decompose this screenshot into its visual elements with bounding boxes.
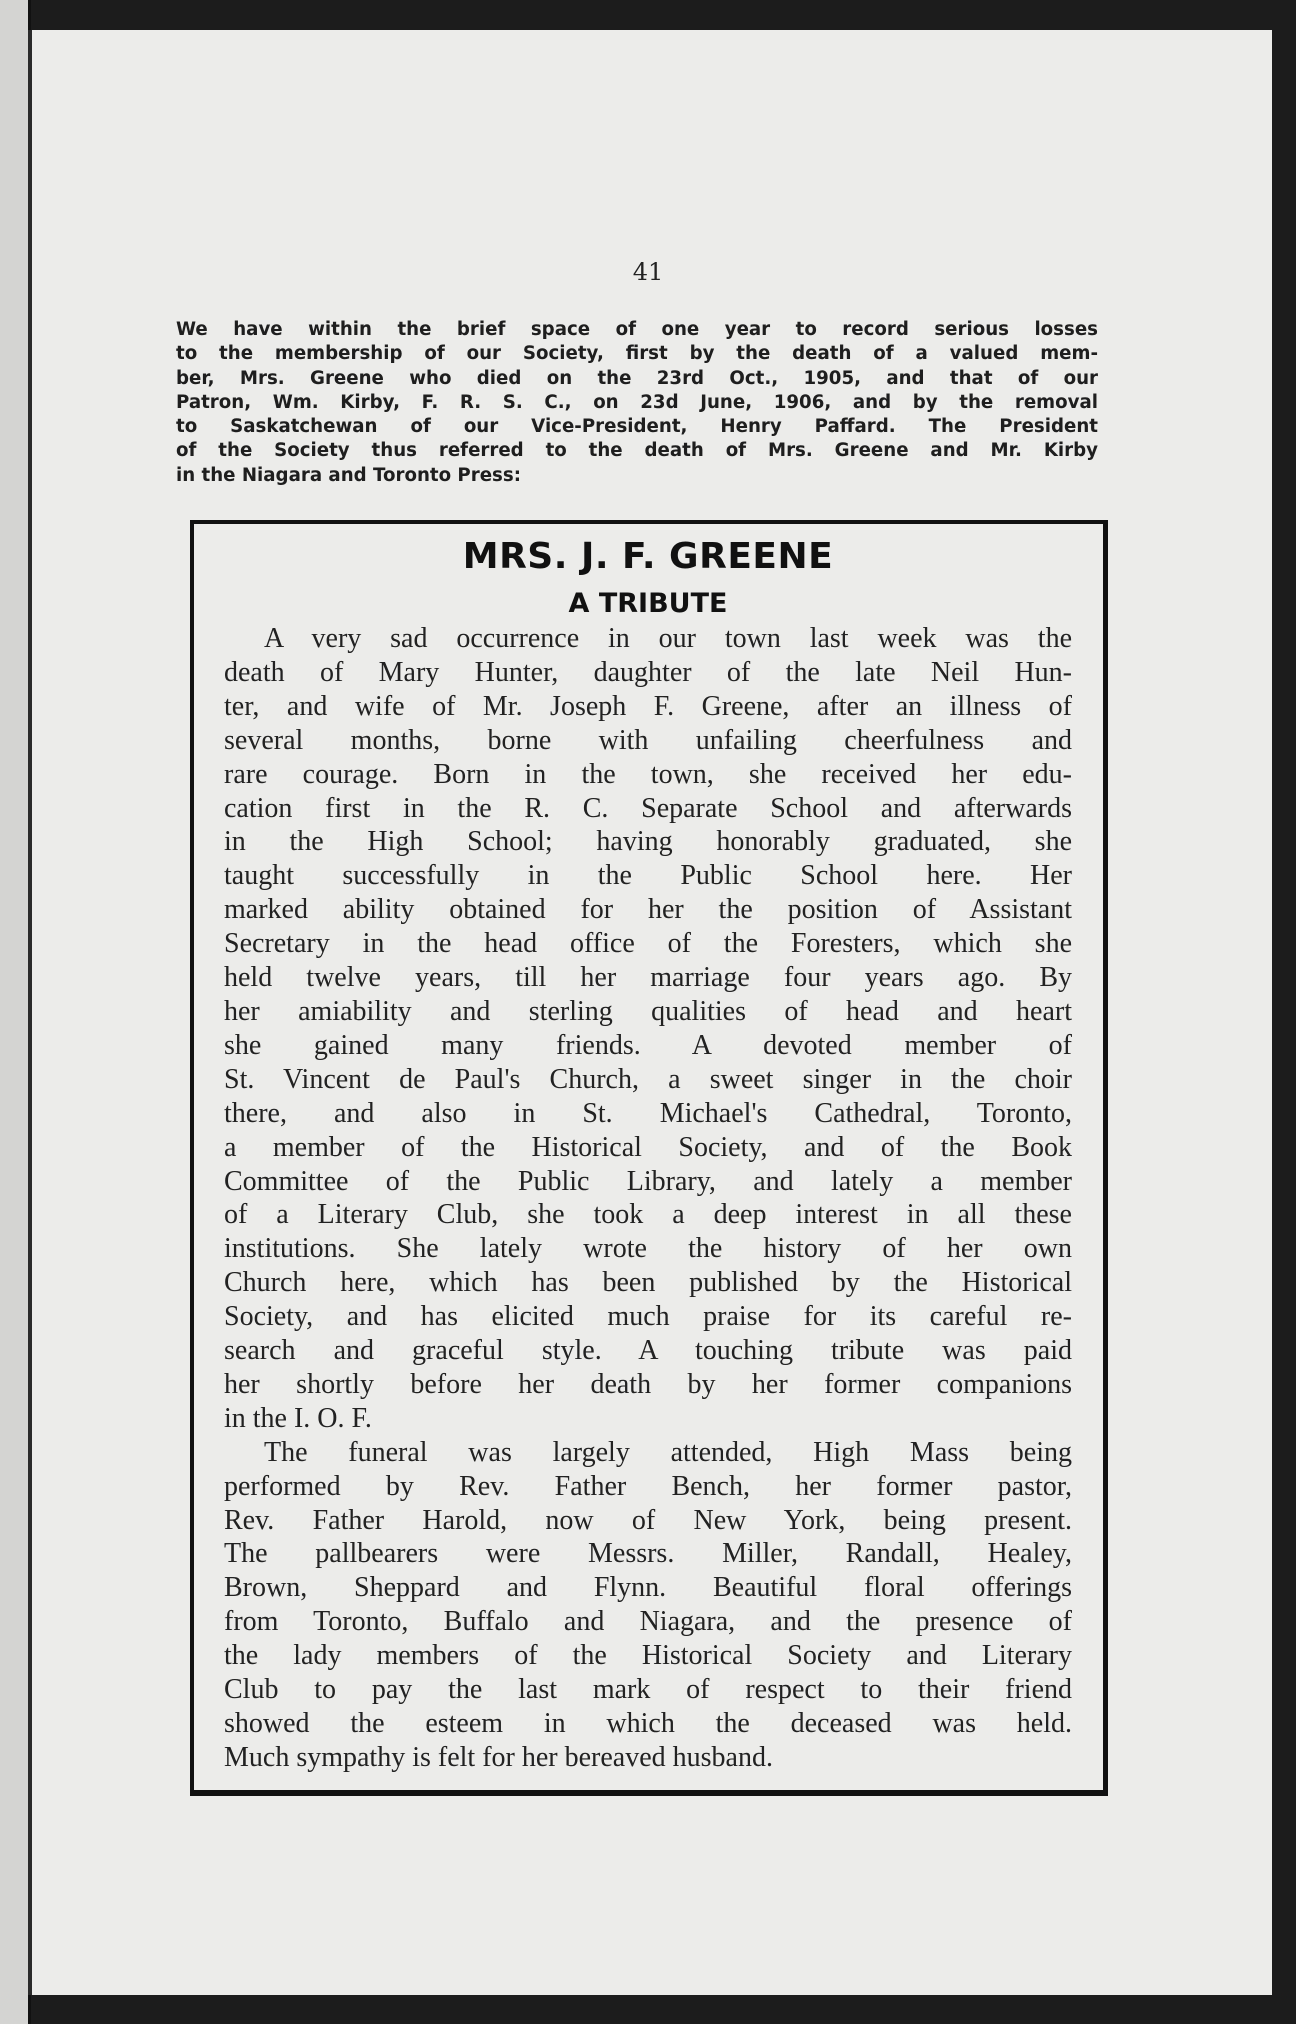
article-line: showed the esteem in which the deceased was held. xyxy=(224,1708,1072,1739)
article-line: institutions. She lately wrote the history of her own xyxy=(224,1233,1072,1265)
article-line: Club to pay the last mark of respect to their friend xyxy=(224,1674,1072,1706)
article-line: Secretary in the head office of the Foresters, which she xyxy=(224,928,1072,960)
intro-line: of the Society thus referred to the death of Mrs. Greene and Mr. Kirby xyxy=(176,440,1098,462)
article-line: held twelve years, till her marriage four years ago. By xyxy=(224,962,1072,994)
article-line: her shortly before her death by her former companions xyxy=(224,1368,1072,1400)
article-line: Church here, which has been published by the Historical xyxy=(224,1267,1072,1299)
article-line: a member of the Historical Society, and of the Book xyxy=(224,1131,1072,1163)
article-line: the lady members of the Historical Society and Literary xyxy=(224,1640,1072,1672)
intro-line: to the membership of our Society, first by the death of a valued mem- xyxy=(176,343,1098,365)
article-line: marked ability obtained for her the position of Assistant xyxy=(224,894,1072,926)
article-line: in the High School; having honorably graduated, she xyxy=(224,826,1072,858)
article-line: her amiability and sterling qualities of head and heart xyxy=(224,995,1072,1027)
article-line: in the I. O. F. xyxy=(224,1402,372,1434)
book-binding-edge xyxy=(0,0,31,2024)
article-line: of a Literary Club, she took a deep interest in all these xyxy=(224,1199,1072,1231)
intro-paragraph xyxy=(176,318,1098,488)
article-line: Much sympathy is felt for her bereaved husband. xyxy=(224,1741,773,1773)
article-line: taught successfully in the Public School here. Her xyxy=(224,860,1072,892)
article-line: she gained many friends. A devoted member of xyxy=(224,1029,1072,1061)
intro-line: We have within the brief space of one year to record serious losses xyxy=(176,319,1098,340)
article-line: several months, borne with unfailing cheerfulness and xyxy=(224,724,1072,756)
article-line: The pallbearers were Messrs. Miller, Randall, Healey, xyxy=(224,1538,1072,1570)
article-line: ter, and wife of Mr. Joseph F. Greene, after an illness of xyxy=(224,690,1072,722)
intro-line: to Saskatchewan of our Vice-President, Henry Paffard. The President xyxy=(176,416,1098,438)
article-line: St. Vincent de Paul's Church, a sweet singer in the choir xyxy=(224,1063,1072,1095)
article-line: death of Mary Hunter, daughter of the late Neil Hun- xyxy=(224,656,1072,688)
intro-line: Patron, Wm. Kirby, F. R. S. C., on 23d June, 1906, and by the removal xyxy=(176,391,1098,413)
article-title: MRS. J. F. GREENE xyxy=(462,536,834,577)
article-line: from Toronto, Buffalo and Niagara, and the presence of xyxy=(224,1606,1072,1638)
article-line: The funeral was largely attended, High Mass being xyxy=(264,1436,1072,1468)
article-line: Society, and has elicited much praise for its careful re- xyxy=(224,1301,1072,1333)
article-body xyxy=(224,622,1072,1775)
article-line: Brown, Sheppard and Flynn. Beautiful floral offerings xyxy=(224,1572,1072,1604)
article-line: search and graceful style. A touching tribute was paid xyxy=(224,1335,1072,1367)
article-line: rare courage. Born in the town, she received her edu- xyxy=(224,758,1072,790)
article-line: cation first in the R. C. Separate School and afterwards xyxy=(224,792,1072,824)
article-line: A very sad occurrence in our town last week was the xyxy=(264,623,1072,654)
article-line: there, and also in St. Michael's Cathedral, Toronto, xyxy=(224,1097,1072,1129)
intro-line: ber, Mrs. Greene who died on the 23rd Oct., 1905, and that of our xyxy=(176,367,1098,389)
page-number: 41 xyxy=(632,258,664,286)
article-line: Rev. Father Harold, now of New York, being present. xyxy=(224,1504,1072,1536)
article-line: Committee of the Public Library, and lately a member xyxy=(224,1165,1072,1197)
article-subtitle: A TRIBUTE xyxy=(568,588,728,619)
intro-line: in the Niagara and Toronto Press: xyxy=(176,464,521,486)
article-line: performed by Rev. Father Bench, her former pastor, xyxy=(224,1470,1072,1502)
